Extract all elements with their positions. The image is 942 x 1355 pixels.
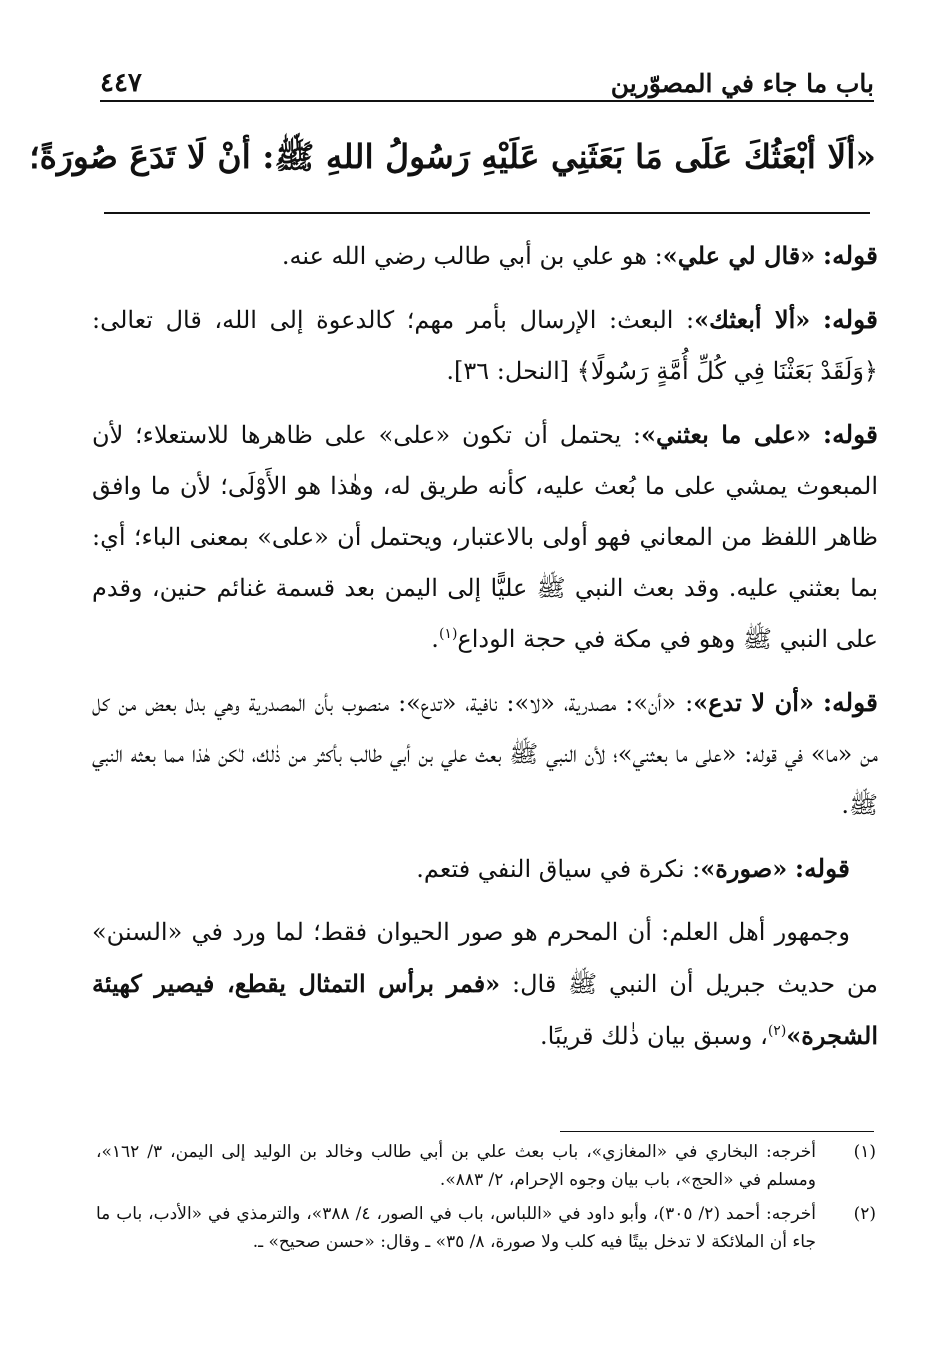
footnote-number: (٢) xyxy=(853,1204,876,1224)
hadith-divider xyxy=(104,212,870,214)
paragraph-text: وجمهور أهل العلم: أن المحرم هو صور الحيوان فقط؛ لما ورد في «السنن» من حديث جبريل أن النبي ﷺ قال: xyxy=(92,918,878,998)
paragraph-text: : «أن»: مصدرية، «لا»: نافية، «تدع»: منصوب بأن المصدرية وهي بدل بعض من كل من «ما» في قوله: «على ما بعثني»؛ لأن النبي ﷺ بعث علي بن أبي طالب بأكثر من ذٰلك، لٰكن هٰذا مما بعثه النبي ﷺ. xyxy=(92,689,878,819)
footnote-text: أخرجه: البخاري في «المغازي»، باب بعث علي بن أبي طالب وخالد بن الوليد إلى اليمن، ٣/ ١٦٢»، ومسلم في «الحج»، باب بيان وجوه الإحرام، ٢/ ٨٨٣». xyxy=(96,1142,817,1190)
paragraph-quote: «ألا أبعثك» xyxy=(694,305,811,334)
paragraph xyxy=(92,677,878,831)
page-number: ٤٤٧ xyxy=(100,68,142,98)
paragraph-keyword: قوله: xyxy=(822,420,878,449)
paragraph-quote: «على ما بعثني» xyxy=(641,420,812,449)
footnote xyxy=(96,1138,876,1194)
paragraph xyxy=(92,843,878,895)
paragraph-keyword: قوله: xyxy=(822,241,878,270)
paragraph-quote: «قال لي علي» xyxy=(662,241,816,270)
paragraph-text: : نكرة في سياق النفي فتعم. xyxy=(416,855,701,883)
paragraph-text: : البعث: الإرسال بأمر مهم؛ كالدعوة إلى الله، قال تعالى: ﴿وَلَقَدْ بَعَثْنَا فِي كُلِّ أُمَّةٍ رَسُولًا﴾ [النحل: ٣٦]. xyxy=(92,306,878,385)
paragraph-keyword: قوله: xyxy=(794,854,850,883)
footnote-text: أخرجه: أحمد (٢/ ٣٠٥)، وأبو داود في «اللباس، باب في الصور، ٤/ ٣٨٨»، والترمذي في «الأدب، باب ما جاء أن الملائكة لا تدخل بيتًا فيه كلب ولا صورة، ٨/ ٣٥» ـ وقال: «حسن صحيح» ـ. xyxy=(96,1204,816,1252)
header-divider xyxy=(100,100,874,102)
footnote-reference[interactable]: (٢) xyxy=(767,1023,787,1039)
paragraph xyxy=(92,230,878,282)
paragraph-quote: «صورة» xyxy=(700,854,788,883)
footnote-reference[interactable]: (١) xyxy=(438,626,458,642)
footnote-number: (١) xyxy=(853,1142,876,1162)
paragraph-text: : هو علي بن أبي طالب رضي الله عنه. xyxy=(281,242,663,270)
footnote-divider xyxy=(560,1131,874,1132)
hadith-text: «ألَا أبْعَثُكَ عَلَى مَا بَعَثَنِي عَلَيْهِ رَسُولُ اللهِ ﷺ: أنْ لَا تَدَعَ صُورَةً؛ xyxy=(29,137,876,176)
paragraph-keyword: قوله: xyxy=(822,305,878,334)
paragraph-quote: «فمر برأس التمثال يقطع، فيصير كهيئة الشجرة» xyxy=(92,969,878,1050)
paragraph xyxy=(92,409,878,665)
commentary-body xyxy=(92,230,878,1074)
paragraph-quote: «أن لا تدع» xyxy=(693,688,814,717)
paragraph xyxy=(92,294,878,397)
footnotes xyxy=(96,1138,876,1262)
paragraph-keyword: قوله: xyxy=(822,688,878,717)
paragraph-tail: ، وسبق بيان ذٰلك قريبًا. xyxy=(539,1022,768,1050)
page-header xyxy=(100,52,874,98)
chapter-title: باب ما جاء في المصوّرين xyxy=(610,69,874,98)
footnote xyxy=(96,1200,876,1256)
paragraph xyxy=(92,907,878,1062)
paragraph-text: : يحتمل أن تكون «على» على ظاهرها للاستعلاء؛ لأن المبعوث يمشي على ما بُعث عليه، كأنه طريق له، وهٰذا هو الأَوْلَى؛ لأن ما وافق ظاهر اللفظ من المعاني فهو أولى بالاعتبار، ويحتمل أن «على» بمعنى الباء؛ أي: بما بعثني عليه. وقد بعث النبي ﷺ عليًّا إلى اليمن بعد قسمة غنائم حنين، وقدم على النبي ﷺ وهو في مكة في حجة الوداع xyxy=(92,421,878,653)
paragraph-tail: . xyxy=(431,625,439,653)
